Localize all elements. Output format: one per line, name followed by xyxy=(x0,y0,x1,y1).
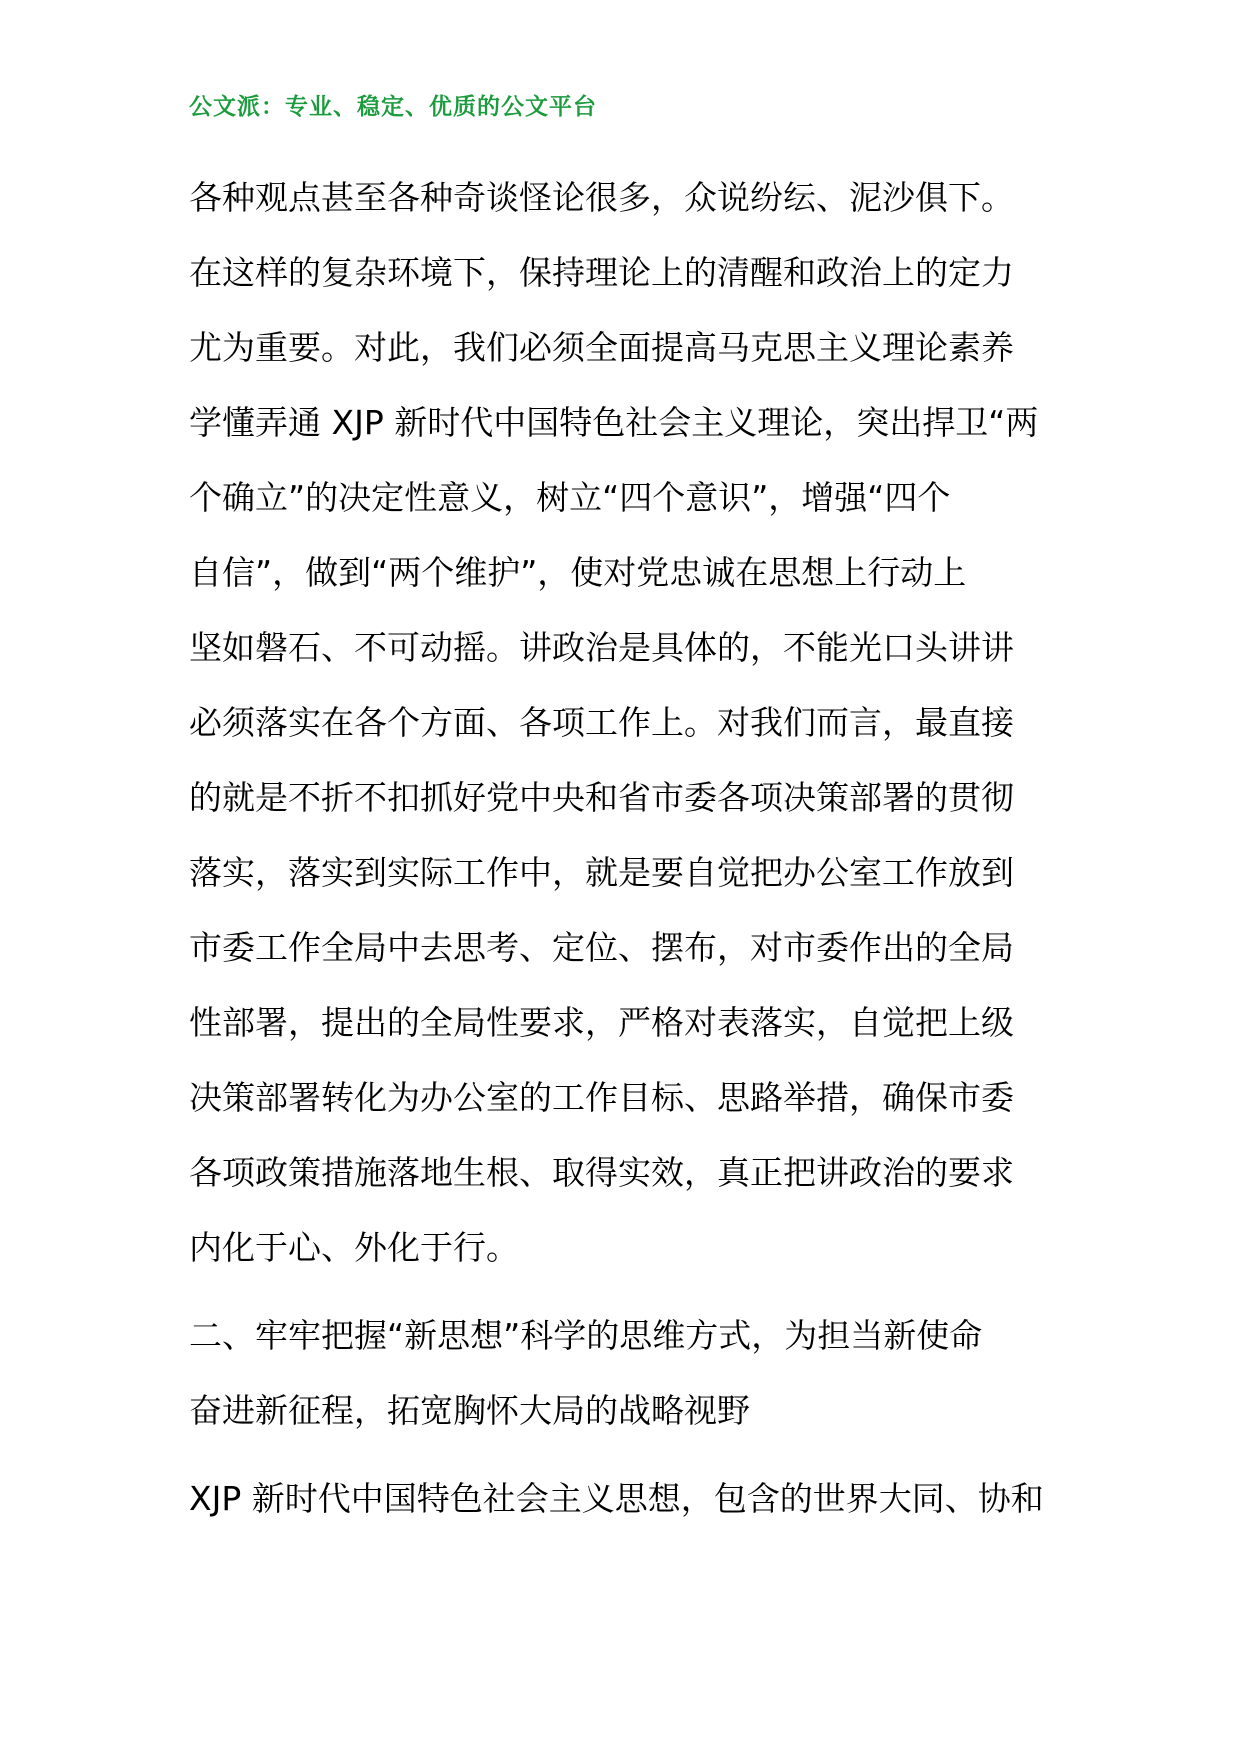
site-header: 公文派：专业、稳定、优质的公文平台 xyxy=(189,94,597,120)
text-line: 学懂弄通 XJP 新时代中国特色社会主义理论，突出捍卫“两 xyxy=(189,403,1039,442)
text-line: 必须落实在各个方面、各项工作上。对我们而言，最直接 xyxy=(189,703,1014,742)
text-line: 落实，落实到实际工作中，就是要自觉把办公室工作放到 xyxy=(189,853,1014,892)
document-body xyxy=(189,160,1069,1536)
text-line: 自信”，做到“两个维护”，使对党忠诚在思想上行动上 xyxy=(189,553,967,592)
text-line: 决策部署转化为办公室的工作目标、思路举措，确保市委 xyxy=(189,1078,1014,1117)
text-line: 性部署，提出的全局性要求，严格对表落实，自觉把上级 xyxy=(189,1003,1014,1042)
text-line: 个确立”的决定性意义，树立“四个意识”，增强“四个 xyxy=(189,478,951,517)
text-line: 尤为重要。对此，我们必须全面提高马克思主义理论素养 xyxy=(189,328,1014,367)
text-line: XJP 新时代中国特色社会主义思想，包含的世界大同、协和 xyxy=(189,1479,1044,1518)
text-line: 的就是不折不扣抓好党中央和省市委各项决策部署的贯彻 xyxy=(189,778,1014,817)
text-line: 坚如磐石、不可动摇。讲政治是具体的，不能光口头讲讲 xyxy=(189,628,1014,667)
text-line: 奋进新征程，拓宽胸怀大局的战略视野 xyxy=(189,1391,750,1430)
paragraph-1 xyxy=(189,160,1069,1285)
section-heading-2 xyxy=(189,1298,1069,1448)
paragraph-3 xyxy=(189,1461,1069,1536)
text-line: 各种观点甚至各种奇谈怪论很多，众说纷纭、泥沙俱下。 xyxy=(189,178,1014,217)
text-line: 市委工作全局中去思考、定位、摆布，对市委作出的全局 xyxy=(189,928,1014,967)
text-line: 内化于心、外化于行。 xyxy=(189,1228,519,1267)
text-line: 二、牢牢把握“新思想”科学的思维方式，为担当新使命 xyxy=(189,1316,983,1355)
text-line: 在这样的复杂环境下，保持理论上的清醒和政治上的定力 xyxy=(189,253,1014,292)
text-line: 各项政策措施落地生根、取得实效，真正把讲政治的要求 xyxy=(189,1153,1014,1192)
